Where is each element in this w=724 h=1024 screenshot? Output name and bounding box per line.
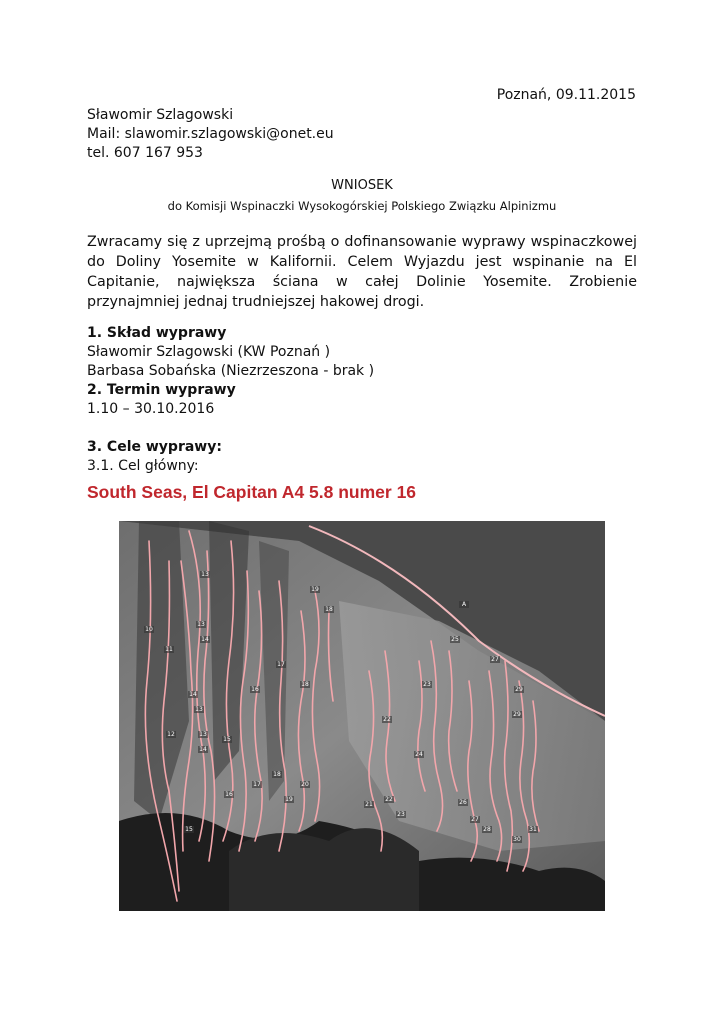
route-label: 14	[199, 746, 207, 753]
route-label: 24	[415, 751, 423, 758]
sender-block	[87, 106, 334, 163]
route-label: 12	[167, 731, 175, 738]
route-label: 23	[423, 681, 431, 688]
team-heading: 1. Skład wyprawy	[87, 325, 227, 341]
route-label: 31	[529, 826, 537, 833]
route-label: 19	[285, 796, 293, 803]
route-label: 29	[515, 686, 523, 693]
document-title: WNIOSEK	[331, 178, 393, 193]
route-label: 16	[251, 686, 259, 693]
sender-mail: Mail: slawomir.szlagowski@onet.eu	[87, 126, 334, 142]
route-label: 13	[201, 571, 209, 578]
route-label: 14	[189, 691, 197, 698]
route-label: 13	[195, 706, 203, 713]
route-label: 27	[491, 656, 499, 663]
route-label: 14	[201, 636, 209, 643]
team-member-1: Sławomir Szlagowski (KW Poznań )	[87, 344, 331, 360]
place-date: Poznań, 09.11.2015	[496, 87, 636, 103]
route-label: 16	[225, 791, 233, 798]
team-member-2: Barbasa Sobańska (Niezrzeszona - brak )	[87, 363, 375, 379]
route-label: 18	[301, 681, 309, 688]
term-value: 1.10 – 30.10.2016	[87, 401, 215, 417]
route-label: 18	[273, 771, 281, 778]
document-subtitle: do Komisji Wspinaczki Wysokogórskiej Polskiego Związku Alpinizmu	[167, 199, 557, 213]
sections-block	[87, 324, 374, 476]
term-heading: 2. Termin wyprawy	[87, 382, 236, 398]
route-label: 20	[301, 781, 309, 788]
route-label: 25	[451, 636, 459, 643]
route-label: 19	[311, 586, 319, 593]
sender-name: Sławomir Szlagowski	[87, 107, 234, 123]
intro-paragraph: Zwracamy się z uprzejmą prośbą o dofinansowanie wyprawy wspinaczkowej do Doliny Yosemite w Kalifornii. Celem Wyjazdu jest wspinanie na El Capitanie, największa ściana w całej Dolinie Yosemite. Zrobienie przynajmniej jednaj trudniejszej hakowej drogi.	[87, 234, 637, 310]
route-label: 13	[197, 621, 205, 628]
route-label: 13	[199, 731, 207, 738]
sender-phone: tel. 607 167 953	[87, 145, 203, 161]
route-title: South Seas, El Capitan A4 5.8 numer 16	[87, 482, 417, 502]
route-label: 15	[223, 736, 231, 743]
route-label: 23	[397, 811, 405, 818]
route-label: 17	[277, 661, 285, 668]
route-label: 30	[513, 836, 521, 843]
route-label: 26	[459, 799, 467, 806]
route-label: 18	[325, 606, 333, 613]
route-label: 10	[145, 626, 153, 633]
route-label: 27	[471, 816, 479, 823]
el-capitan-route-photo	[119, 521, 605, 911]
route-label: 11	[165, 646, 173, 653]
route-label: 15	[185, 826, 193, 833]
route-label: 22	[383, 716, 391, 723]
route-label: A	[461, 601, 467, 608]
route-label: 28	[483, 826, 491, 833]
goals-heading: 3. Cele wyprawy:	[87, 439, 222, 455]
route-label: 22	[385, 796, 393, 803]
route-label: 21	[365, 801, 373, 808]
route-label: 29	[513, 711, 521, 718]
route-label: 17	[253, 781, 261, 788]
main-goal: 3.1. Cel główny:	[87, 458, 199, 474]
